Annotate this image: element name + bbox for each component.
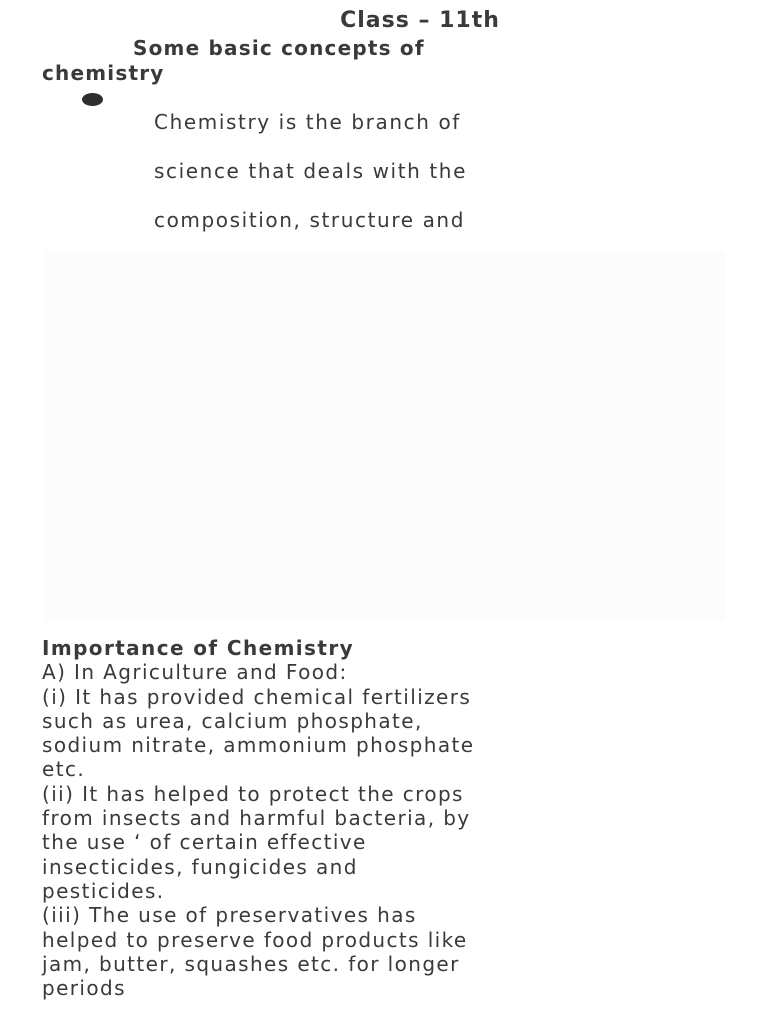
page-title: Class – 11th: [340, 8, 500, 33]
body-line: insecticides, fungicides and: [42, 854, 358, 879]
body-line: such as urea, calcium phosphate,: [42, 708, 423, 733]
blank-image-area: [44, 250, 726, 622]
body-line: helped to preserve food products like: [42, 927, 468, 952]
section-heading: Importance of Chemistry: [42, 636, 355, 660]
definition-line: Chemistry is the branch of: [154, 110, 461, 135]
body-line: (i) It has provided chemical fertilizers: [42, 684, 472, 709]
chapter-title: [42, 36, 642, 86]
section-subheading: A) In Agriculture and Food:: [42, 660, 348, 685]
body-line: from insects and harmful bacteria, by: [42, 806, 471, 831]
body-line: (ii) It has helped to protect the crops: [42, 781, 464, 806]
body-line: sodium nitrate, ammonium phosphate: [42, 733, 475, 758]
importance-section: [42, 636, 742, 1000]
bullet-icon: [82, 93, 103, 106]
body-line: (iii) The use of preservatives has: [42, 903, 417, 928]
definition-line: science that deals with the: [154, 159, 467, 184]
chapter-title-line-2: chemistry: [42, 61, 165, 85]
body-line: pesticides.: [42, 878, 165, 903]
body-line: etc.: [42, 757, 86, 782]
body-line: jam, butter, squashes etc. for longer: [42, 951, 460, 976]
body-line: periods: [42, 976, 126, 1001]
definition-line: composition, structure and: [154, 208, 465, 233]
chapter-title-line-1: Some basic concepts of: [133, 36, 425, 60]
body-line: the use ‘ of certain effective: [42, 830, 367, 855]
